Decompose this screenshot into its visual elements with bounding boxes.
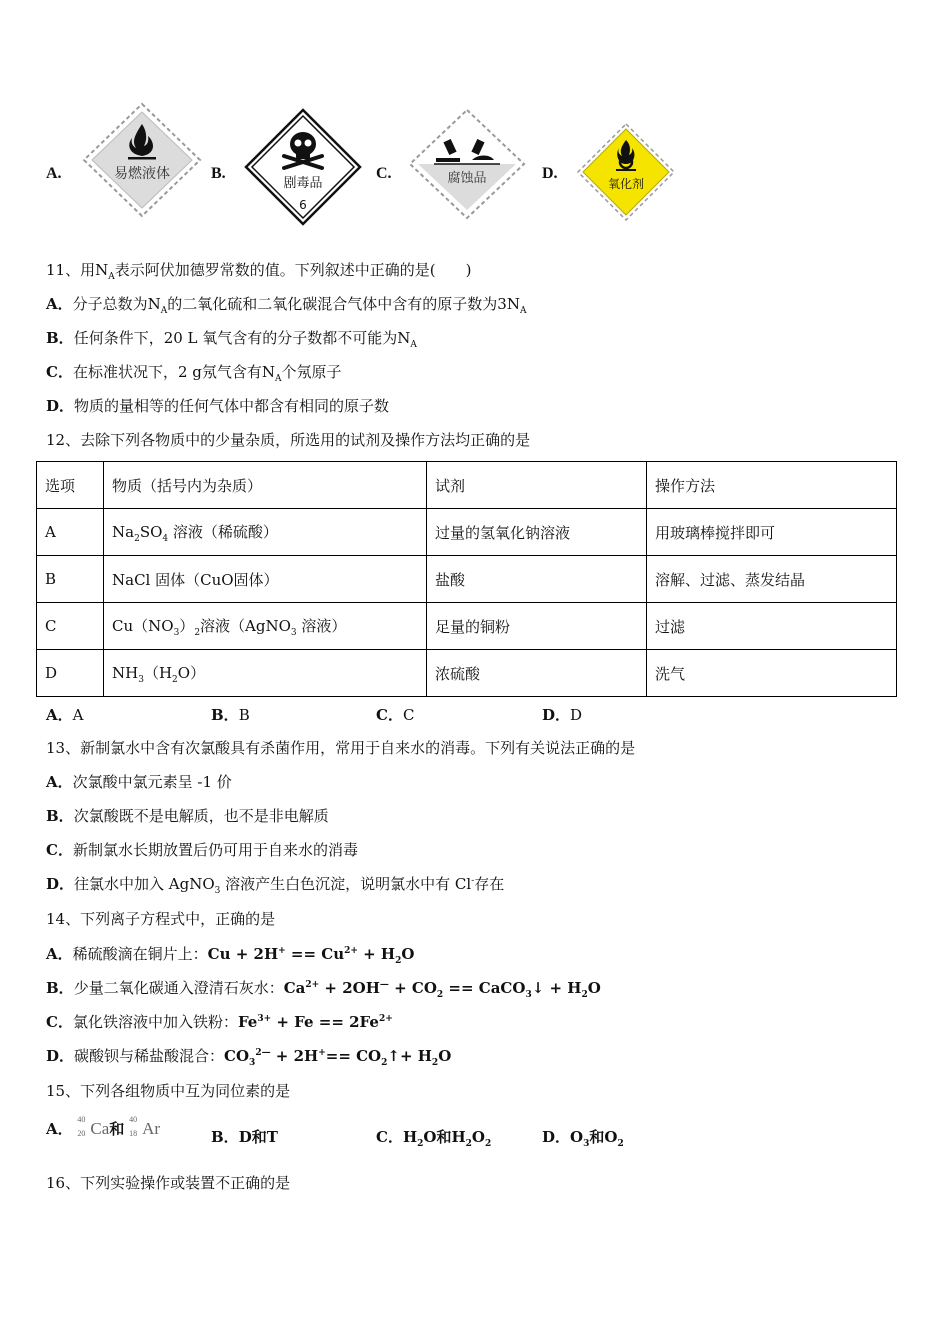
- table-row: [37, 650, 897, 697]
- q13-option-d: D．往氯水中加入 AgNO$_3$ 溶液产生白色沉淀，说明氯水中有 Cl-存在: [46, 875, 505, 896]
- q14-option-c: C．氯化铁溶液中加入铁粉：$Fe^{3+} + Fe == 2Fe^{2+}$: [46, 1013, 393, 1031]
- table-row: [37, 603, 897, 650]
- sign-label-a: 易燃液体: [114, 166, 170, 182]
- q14-option-a: A．稀硫酸滴在铜片上：$Cu + 2H^+ == Cu^{2+} + H_2O$: [46, 945, 415, 966]
- q11-option-c: C．在标准状况下，2 g氖气含有$N_A$个氖原子: [46, 363, 342, 384]
- sign-option-a: A.: [46, 165, 62, 182]
- q11-option-b: B．任何条件下，20 L 氧气含有的分子数都不可能为$N_A$: [46, 329, 417, 350]
- table-header-row: [37, 462, 897, 509]
- q14-option-b: B．少量二氧化碳通入澄清石灰水：$Ca^{2+} + 2OH^— + CO_2$ == CaCO$_3$↓ + $H_2O$: [46, 979, 601, 1000]
- corrosive-sign: [408, 108, 526, 220]
- cell-reagent: 足量的铜粉: [427, 603, 647, 650]
- cell-method: 用玻璃棒搅拌即可: [647, 509, 897, 556]
- sign-class-number: 6: [299, 198, 307, 212]
- q15-option-b: B．D和T: [211, 1128, 278, 1146]
- q14-option-d: D．碳酸钡与稀盐酸混合：$CO_3^{2—} + 2H^+==$ $CO_2↑+ H_2O$: [46, 1047, 452, 1068]
- q16-stem: 16、下列实验操作或装置不正确的是: [46, 1174, 291, 1192]
- toxic-sign: [244, 108, 362, 226]
- q12-table: [36, 461, 897, 697]
- flammable-liquid-sign: [82, 102, 202, 218]
- sign-label-c: 腐蚀品: [447, 171, 487, 186]
- q11-stem: 11、用$N_A$表示阿伏加德罗常数的值。下列叙述中正确的是( ): [46, 261, 472, 282]
- sign-label-d: 氧化剂: [607, 177, 645, 191]
- q15-option-a: A． 40 20 Ca和 40 18 Ar: [46, 1115, 161, 1138]
- cell-option: C: [37, 603, 104, 650]
- q13-option-c: C．新制氯水长期放置后仍可用于自来水的消毒: [46, 841, 358, 859]
- sign-option-b: B.: [211, 165, 226, 182]
- cell-method: 洗气: [647, 650, 897, 697]
- q15-stem: 15、下列各组物质中互为同位素的是: [46, 1082, 291, 1100]
- header-cell-option: 选项: [37, 462, 104, 509]
- sign-option-d: D.: [542, 165, 558, 182]
- table-row: [37, 556, 897, 603]
- q11-option-a: A．分子总数为$N_A$的二氧化硫和二氧化碳混合气体中含有的原子数为$3N_A$: [46, 295, 527, 316]
- table-row: [37, 509, 897, 556]
- oxidizer-sign: [576, 122, 676, 222]
- cell-substance: NaCl 固体（CuO固体）: [104, 556, 427, 603]
- q13-stem: 13、新制氯水中含有次氯酸具有杀菌作用，常用于自来水的消毒。下列有关说法正确的是: [46, 739, 636, 757]
- q12-answer-d: D．D: [542, 706, 583, 724]
- cell-substance: $NH_3(H_2O)$: [104, 650, 427, 697]
- q14-stem: 14、下列离子方程式中，正确的是: [46, 910, 276, 928]
- cell-substance: $Cu(NO_3)_2$溶液（AgNO$_3$ 溶液）: [104, 603, 427, 650]
- header-cell-substance: 物质（括号内为杂质）: [104, 462, 427, 509]
- header-cell-method: 操作方法: [647, 462, 897, 509]
- q15-option-c: C．$H_2O$和$H_2O_2$: [376, 1128, 492, 1149]
- cell-method: 溶解、过滤、蒸发结晶: [647, 556, 897, 603]
- q11-option-d: D．物质的量相等的任何气体中都含有相同的原子数: [46, 397, 390, 415]
- cell-reagent: 过量的氢氧化钠溶液: [427, 509, 647, 556]
- q12-answer-a: A．A: [46, 706, 84, 724]
- header-cell-reagent: 试剂: [427, 462, 647, 509]
- cell-reagent: 浓硫酸: [427, 650, 647, 697]
- sign-label-b: 剧毒品: [283, 176, 323, 191]
- q13-option-b: B．次氯酸既不是电解质，也不是非电解质: [46, 807, 329, 825]
- cell-substance: $Na_2SO_4$ 溶液（稀硫酸）: [104, 509, 427, 556]
- cell-option: D: [37, 650, 104, 697]
- sign-option-c: C.: [376, 165, 392, 182]
- isotope-ca: 40 20 Ca: [77, 1115, 110, 1138]
- q12-answer-b: B．B: [211, 706, 250, 724]
- cell-option: A: [37, 509, 104, 556]
- cell-reagent: 盐酸: [427, 556, 647, 603]
- q12-answer-c: C．C: [376, 706, 415, 724]
- cell-method: 过滤: [647, 603, 897, 650]
- isotope-ar: 40 18 Ar: [129, 1115, 161, 1138]
- q13-option-a: A．次氯酸中氯元素呈 -1 价: [46, 773, 232, 791]
- cell-option: B: [37, 556, 104, 603]
- q12-stem: 12、去除下列各物质中的少量杂质，所选用的试剂及操作方法均正确的是: [46, 431, 531, 449]
- q15-option-d: D．$O_3$和$O_2$: [542, 1128, 624, 1149]
